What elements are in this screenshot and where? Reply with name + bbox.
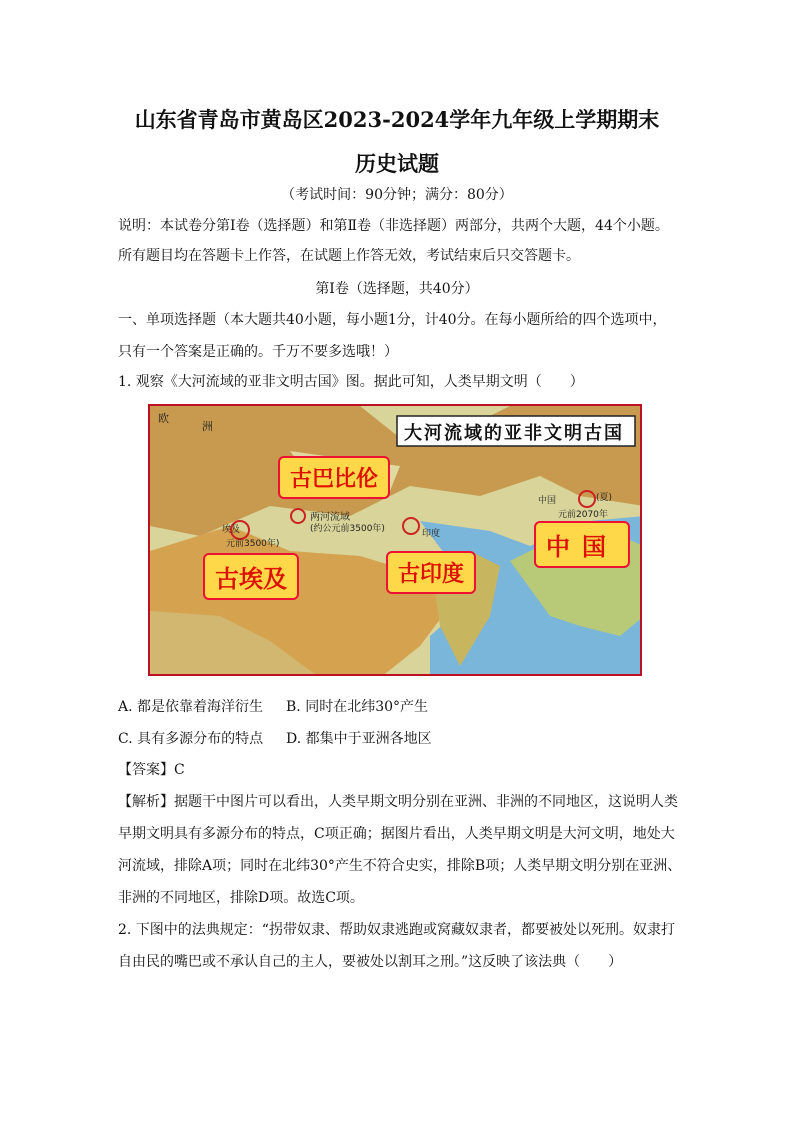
question-2-line-2: 自由民的嘴巴或不承认自己的主人，要被处以割耳之刑。”这反映了该法典（ ） (118, 954, 623, 970)
q1-answer: 【答案】C (118, 762, 185, 778)
label-two-rivers: 两河流域 (310, 512, 350, 523)
exam-title: 山东省青岛市黄岛区2023-2024学年九年级上学期期末 (134, 107, 660, 132)
label-egypt-date: 元前3500年) (226, 539, 280, 549)
label-zhou: 洲 (202, 420, 213, 433)
part-heading-line-2: 只有一个答案是正确的。千万不要多选哦！） (118, 344, 398, 360)
label-china-small: 中国 (538, 496, 557, 506)
section-title: 第Ⅰ卷（选择题，共40分） (315, 281, 479, 297)
question-2-line-1: 2. 下图中的法典规定：“拐带奴隶、帮助奴隶逃跑或窝藏奴隶者，都要被处以死刑。奴隶打 (118, 922, 675, 938)
instructions-line-2: 所有题目均在答题卡上作答，在试题上作答无效，考试结束后只交答题卡。 (118, 248, 580, 264)
q1-option-b: B. 同时在北纬30°产生 (286, 699, 429, 715)
label-india-small: 印度 (422, 529, 441, 539)
q1-analysis-line-2: 早期文明具有多源分布的特点，C项正确；据图片看出，人类早期文明是大河文明，地处大 (118, 826, 675, 842)
label-china-date: 元前2070年 (558, 510, 608, 520)
q1-option-c: C. 具有多源分布的特点 (118, 731, 264, 747)
ancient-civilizations-map (148, 404, 642, 676)
q1-analysis-line-3: 河流域，排除A项；同时在北纬30°产生不符合史实，排除B项；人类早期文明分别在亚洲、 (118, 858, 682, 874)
q1-analysis-line-1: 【解析】据题干中图片可以看出，人类早期文明分别在亚洲、非洲的不同地区，这说明人类 (118, 794, 678, 810)
callout-ancient-india: 古印度 (386, 551, 476, 594)
callout-china: 中国 (534, 521, 630, 568)
exam-subject: 历史试题 (355, 151, 439, 176)
label-two-rivers-date: (约公元前3500年) (310, 524, 385, 534)
callout-ancient-babylon: 古巴比伦 (278, 456, 390, 499)
question-1: 1. 观察《大河流域的亚非文明古国》图。据此可知，人类早期文明（ ） (118, 374, 584, 390)
instructions-line-1: 说明：本试卷分第Ⅰ卷（选择题）和第Ⅱ卷（非选择题）两部分，共两个大题，44个小题。 (118, 218, 669, 234)
label-egypt-small: 埃及 (222, 525, 241, 535)
exam-info: （考试时间：90分钟；满分：80分） (281, 187, 513, 203)
q1-option-d: D. 都集中于亚洲各地区 (286, 731, 432, 747)
label-xia: (夏) (596, 493, 613, 503)
callout-ancient-egypt: 古埃及 (203, 553, 299, 600)
map-title: 大河流域的亚非文明古国 (404, 423, 624, 444)
part-heading-line-1: 一、单项选择题（本大题共40小题，每小题1分，计40分。在每小题所给的四个选项中， (118, 312, 667, 328)
q1-option-a: A. 都是依靠着海洋衍生 (118, 699, 264, 715)
label-europe: 欧 (158, 412, 169, 425)
q1-analysis-line-4: 非洲的不同地区，排除D项。故选C项。 (118, 890, 364, 906)
